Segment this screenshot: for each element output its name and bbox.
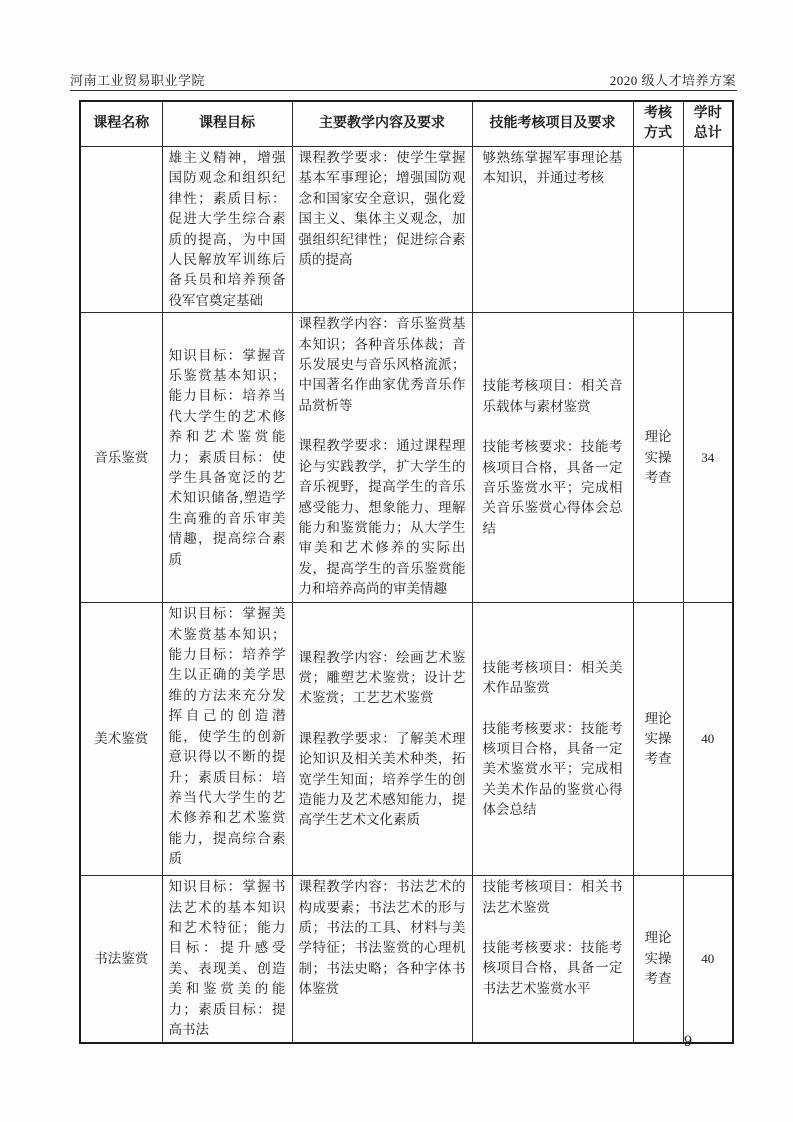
- method-line: 理论: [644, 930, 672, 946]
- method-line: 考查: [644, 469, 672, 485]
- assessment-paragraph: 技能考核项目：相关美术作品鉴赏: [482, 659, 623, 696]
- objectives-text: 知识目标：掌握音乐鉴赏基本知识；能力目标：培养当代大学生的艺术修养和艺术鉴赏能力；素质目标：使学生具备宽泛的艺术知识储备,塑造学生高雅的音乐审美情趣，提高综合素质: [168, 347, 286, 567]
- col-header-hours: 学时总计: [683, 101, 733, 147]
- assessment-cell: [472, 313, 633, 603]
- col-header-content: 主要教学内容及要求: [292, 101, 472, 147]
- row-calligraphy-appreciation: [80, 876, 733, 1043]
- course-name-cell: 书法鉴赏: [80, 876, 162, 1043]
- objectives-cell: [162, 876, 292, 1043]
- content-paragraph: 课程教学内容：绘画艺术鉴赏；雕塑艺术鉴赏；设计艺术鉴赏；工艺艺术鉴赏: [298, 649, 466, 706]
- course-table: [79, 100, 734, 1044]
- method-cell: [633, 147, 683, 313]
- method-cell: [633, 603, 683, 876]
- row-music-appreciation: [80, 313, 733, 603]
- col-header-assessment: 技能考核项目及要求: [472, 101, 633, 147]
- col-header-method: 考核方式: [633, 101, 683, 147]
- assessment-paragraph: 技能考核要求：技能考核项目合格，具备一定书法艺术鉴赏水平: [482, 940, 623, 996]
- course-name-cell: [80, 147, 162, 313]
- hours-cell: 40: [683, 603, 733, 876]
- method-line: 实操: [644, 731, 672, 747]
- assessment-cell: [472, 603, 633, 876]
- method-line: 考查: [644, 971, 672, 987]
- assessment-paragraph: 技能考核要求：技能考核项目合格，具备一定音乐鉴赏水平；完成相关音乐鉴赏心得体会总结: [482, 439, 623, 536]
- course-name-cell: 音乐鉴赏: [80, 313, 162, 603]
- page-number: - 9 -: [666, 1034, 714, 1050]
- method-cell: [633, 876, 683, 1043]
- assessment-paragraph: 技能考核要求：技能考核项目合格，具备一定美术鉴赏水平；完成相关美术作品的鉴赏心得体会总结: [482, 720, 623, 818]
- assessment-paragraph: 够熟练掌握军事理论基本知识，并通过考核: [482, 150, 623, 186]
- col-header-course-name: 课程名称: [80, 101, 162, 147]
- assessment-cell: [472, 147, 633, 313]
- objectives-cell: [162, 313, 292, 603]
- content-paragraph: 课程教学内容：音乐鉴赏基本知识；各种音乐体裁；音乐发展史与音乐风格流派；中国著名作曲家优秀音乐作品赏析等: [298, 316, 466, 413]
- assessment-cell: [472, 876, 633, 1043]
- content-cell: [292, 876, 472, 1043]
- content-cell: [292, 147, 472, 313]
- method-line: 理论: [644, 710, 672, 726]
- content-paragraph: 课程教学内容：书法艺术的构成要素；书法艺术的形与质；书法的工具、材料与美学特征；书法鉴赏的心理机制；书法史略；各种字体书体鉴赏: [298, 879, 466, 997]
- assessment-paragraph: 技能考核项目：相关音乐载体与素材鉴赏: [482, 378, 623, 414]
- objectives-text: 知识目标：掌握书法艺术的基本知识和艺术特征；能力目标：提升感受美、表现美、创造美和鉴赏美的能力；素质目标：提高书法: [168, 879, 286, 1038]
- method-cell: [633, 313, 683, 603]
- content-paragraph: 课程教学要求：通过课程理论与实践教学，扩大学生的音乐视野，提高学生的音乐感受能力、想象能力、理解能力和鉴赏能力；从大学生审美和艺术修养的实际出发，提高学生的音乐鉴赏能力和培养高尚的审美情趣: [298, 438, 466, 597]
- assessment-paragraph: 技能考核项目：相关书法艺术鉴赏: [482, 879, 623, 915]
- objectives-cell: [162, 603, 292, 876]
- col-header-objectives: 课程目标: [162, 101, 292, 147]
- table-header-row: [80, 101, 733, 147]
- method-line: 实操: [644, 950, 672, 966]
- header-plan-title: 2020 级人才培养方案: [609, 73, 736, 88]
- running-header: [70, 70, 736, 89]
- row-military-continuation: [80, 147, 733, 313]
- hours-cell: 40: [683, 876, 733, 1043]
- content-cell: [292, 313, 472, 603]
- header-school-name: 河南工业贸易职业学院: [70, 73, 206, 88]
- row-art-appreciation: [80, 603, 733, 876]
- content-paragraph: 课程教学要求：使学生掌握基本军事理论；增强国防观念和国家安全意识，强化爱国主义、集体主义观念，加强组织纪律性；促进综合素质的提高: [298, 150, 466, 268]
- content-paragraph: 课程教学要求：了解美术理论知识及相关美术种类，拓宽学生知面；培养学生的创造能力及艺术感知能力，提高学生艺术文化素质: [298, 730, 466, 828]
- objectives-text: 雄主义精神，增强国防观念和组织纪律性；素质目标：促进大学生综合素质的提高，为中国人民解放军训练后备兵员和培养预备役军官奠定基础: [168, 150, 286, 308]
- hours-cell: 34: [683, 313, 733, 603]
- method-line: 理论: [644, 429, 672, 445]
- method-line: 考查: [644, 751, 672, 767]
- hours-cell: [683, 147, 733, 313]
- content-cell: [292, 603, 472, 876]
- method-line: 实操: [644, 449, 672, 465]
- objectives-text: 知识目标：掌握美术鉴赏基本知识；能力目标：培养学生以正确的美学思维的方法来充分发挥自己的创造潜能，使学生的创新意识得以不断的提升；素质目标：培养当代大学生的艺术修养和艺术鉴赏能力，提高综合素质: [168, 606, 286, 867]
- header-rule: [70, 90, 737, 91]
- objectives-cell: [162, 147, 292, 313]
- course-name-cell: 美术鉴赏: [80, 603, 162, 876]
